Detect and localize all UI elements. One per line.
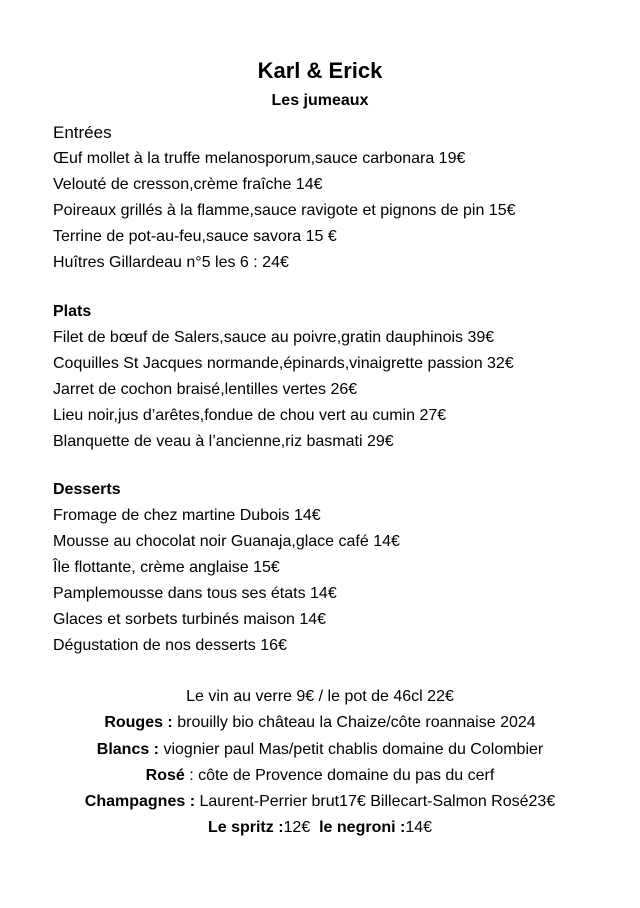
- menu-item: Coquilles St Jacques normande,épinards,vinaigrette passion 32€: [53, 355, 514, 372]
- negroni-price: 14€: [405, 819, 433, 837]
- section-heading: Plats: [53, 303, 92, 320]
- menu-item: Huîtres Gillardeau n°5 les 6 : 24€: [53, 254, 289, 271]
- wine-text: viognier paul Mas/petit chablis domaine du Colombier: [159, 740, 544, 758]
- menu-item: Blanquette de veau à l’ancienne,riz basmati 29€: [53, 433, 394, 450]
- menu-item: Terrine de pot-au-feu,sauce savora 15 €: [53, 228, 337, 245]
- wine-label: Blancs :: [96, 740, 160, 758]
- wine-rose: [0, 763, 640, 789]
- menu-item: Pamplemousse dans tous ses états 14€: [53, 585, 337, 602]
- plats-section: [53, 299, 514, 455]
- wine-blancs: [0, 737, 640, 763]
- menu-item: Mousse au chocolat noir Guanaja,glace café 14€: [53, 533, 400, 550]
- menu-item: Velouté de cresson,crème fraîche 14€: [53, 176, 323, 193]
- wine-champagnes: [0, 789, 640, 815]
- menu-item: Œuf mollet à la truffe melanosporum,sauce carbonara 19€: [53, 150, 466, 167]
- spritz-price: 12€: [283, 819, 315, 837]
- wine-intro: Le vin au verre 9€ / le pot de 46cl 22€: [186, 688, 454, 705]
- menu-item: Fromage de chez martine Dubois 14€: [53, 507, 321, 524]
- section-heading: Entrées: [53, 123, 112, 142]
- desserts-section: [53, 477, 400, 659]
- wine-label: Champagnes :: [84, 793, 196, 811]
- restaurant-title: Karl & Erick: [257, 58, 383, 83]
- wine-label: Rouges :: [104, 714, 173, 732]
- entrees-section: [53, 120, 516, 276]
- wine-label: Rosé: [145, 766, 185, 784]
- spritz-label: Le spritz :: [207, 819, 284, 837]
- menu-item: Île flottante, crème anglaise 15€: [53, 559, 280, 576]
- menu-item: Poireaux grillés à la flamme,sauce ravigote et pignons de pin 15€: [53, 202, 516, 219]
- wine-section: [0, 684, 640, 842]
- restaurant-subtitle: Les jumeaux: [271, 92, 369, 109]
- section-heading: Desserts: [53, 481, 121, 498]
- menu-item: Glaces et sorbets turbinés maison 14€: [53, 611, 327, 628]
- cocktails: [0, 815, 640, 841]
- wine-text: brouilly bio château la Chaize/côte roannaise 2024: [172, 714, 536, 732]
- wine-rouges: [0, 710, 640, 736]
- wine-text: : côte de Provence domaine du pas du cerf: [184, 766, 495, 784]
- menu-item: Filet de bœuf de Salers,sauce au poivre,gratin dauphinois 39€: [53, 329, 495, 346]
- wine-text: Laurent-Perrier brut17€ Billecart-Salmon Rosé23€: [195, 793, 556, 811]
- menu-item: Jarret de cochon braisé,lentilles vertes 26€: [53, 381, 358, 398]
- menu-item: Dégustation de nos desserts 16€: [53, 637, 287, 654]
- menu-item: Lieu noir,jus d’arêtes,fondue de chou vert au cumin 27€: [53, 407, 447, 424]
- negroni-label: le negroni :: [314, 819, 406, 837]
